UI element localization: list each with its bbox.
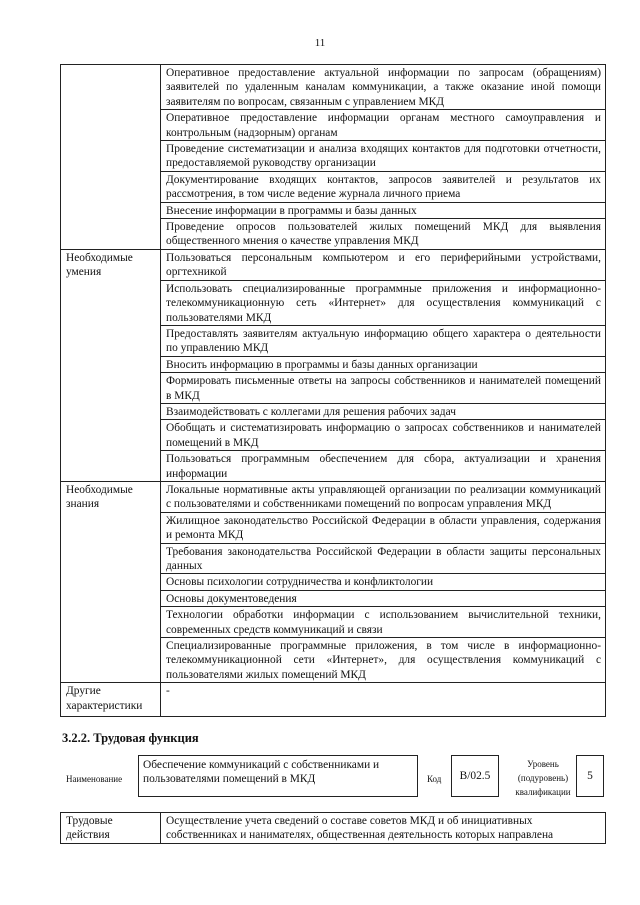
labor-action-row-item: Оперативное предоставление актуальной информации по запросам (обращениям) заявителей по удаленным каналам коммуникации, а также оказание иной помощи заявителям по вопросам, связанным с управлением МКД bbox=[161, 65, 606, 110]
other-row-item: - bbox=[161, 683, 606, 717]
labor-action-row bbox=[61, 65, 606, 110]
labor-action-row-item: Оперативное предоставление информации органам местного самоуправления и контрольным (надзорным) органам bbox=[161, 110, 606, 141]
other-row-label: Другие характеристики bbox=[61, 683, 161, 717]
skills-row-item: Использовать специализированные программные приложения и информационно-телекоммуникационную сеть «Интернет» для осуществления коммуникаций с пользователями МКД bbox=[161, 280, 606, 325]
code-box: B/02.5 bbox=[451, 755, 499, 797]
skills-row bbox=[61, 249, 606, 280]
name-label: Наименование bbox=[66, 774, 123, 784]
labor-action-row-item: Проведение систематизации и анализа входящих контактов для подготовки отчетности, предоставляемой руководству организации bbox=[161, 141, 606, 172]
knowledge-row-item: Основы психологии сотрудничества и конфликтологии bbox=[161, 574, 606, 590]
section-title: 3.2.2. Трудовая функция bbox=[62, 731, 199, 745]
skills-row-item: Предоставлять заявителям актуальную информацию общего характера о деятельности по управлению МКД bbox=[161, 325, 606, 356]
function-meta-row bbox=[60, 755, 606, 805]
skills-row-item: Обобщать и систематизировать информацию о запросах собственников и нанимателей помещений в МКД bbox=[161, 420, 606, 451]
skills-row-item: Пользоваться программным обеспечением для сбора, актуализации и хранения информации bbox=[161, 451, 606, 482]
knowledge-row-item: Технологии обработки информации с использованием вычислительной техники, современных средств коммуникаций и связи bbox=[161, 607, 606, 638]
knowledge-row bbox=[61, 481, 606, 512]
skills-row-item: Вносить информацию в программы и базы данных организации bbox=[161, 356, 606, 372]
skills-row-item: Взаимодействовать с коллегами для решения рабочих задач bbox=[161, 403, 606, 419]
labor-action-row-item: Проведение опросов пользователей жилых помещений МКД для выявления общественного мнения о качестве управления МКД bbox=[161, 219, 606, 250]
level-box: 5 bbox=[576, 755, 604, 797]
page-number: 11 bbox=[314, 37, 326, 49]
knowledge-row-item: Основы документоведения bbox=[161, 590, 606, 606]
knowledge-row-item: Специализированные программные приложения, в том числе в информационно-телекоммуникационной сети «Интернет», для осуществления коммуникаций с пользователями жилых помещений МКД bbox=[161, 638, 606, 683]
labor-actions-table bbox=[60, 812, 606, 844]
actions-label: Трудовые действия bbox=[61, 813, 161, 844]
skills-row-item: Пользоваться персональным компьютером и его периферийными устройствами, оргтехникой bbox=[161, 249, 606, 280]
labor-action-row-item: Документирование входящих контактов, запросов заявителей и результатов их рассмотрения, в том числе ведение журнала личного приема bbox=[161, 171, 606, 202]
knowledge-row-label: Необходимые знания bbox=[61, 481, 161, 682]
code-label: Код bbox=[427, 774, 442, 784]
other-row bbox=[61, 683, 606, 717]
labor-action-row-label bbox=[61, 65, 161, 250]
level-label: Уровень (подуровень) квалификации bbox=[515, 759, 571, 797]
function-spec-table bbox=[60, 64, 606, 717]
knowledge-row-item: Требования законодательства Российской Федерации в области защиты персональных данных bbox=[161, 543, 606, 574]
knowledge-row-item: Жилищное законодательство Российской Федерации в области управления, содержания и ремонта МКД bbox=[161, 512, 606, 543]
skills-row-label: Необходимые умения bbox=[61, 249, 161, 481]
skills-row-item: Формировать письменные ответы на запросы собственников и нанимателей помещений в МКД bbox=[161, 373, 606, 404]
labor-action-row-item: Внесение информации в программы и базы данных bbox=[161, 202, 606, 218]
actions-first-item: Осуществление учета сведений о составе советов МКД и об инициативных собственниках и нанимателях, общественная деятельность которых направлена bbox=[161, 813, 606, 844]
knowledge-row-item: Локальные нормативные акты управляющей организации по реализации коммуникаций с пользователями и собственниками помещений по вопросам управления МКД bbox=[161, 481, 606, 512]
function-name-box: Обеспечение коммуникаций с собственниками и пользователями помещений в МКД bbox=[138, 755, 418, 797]
